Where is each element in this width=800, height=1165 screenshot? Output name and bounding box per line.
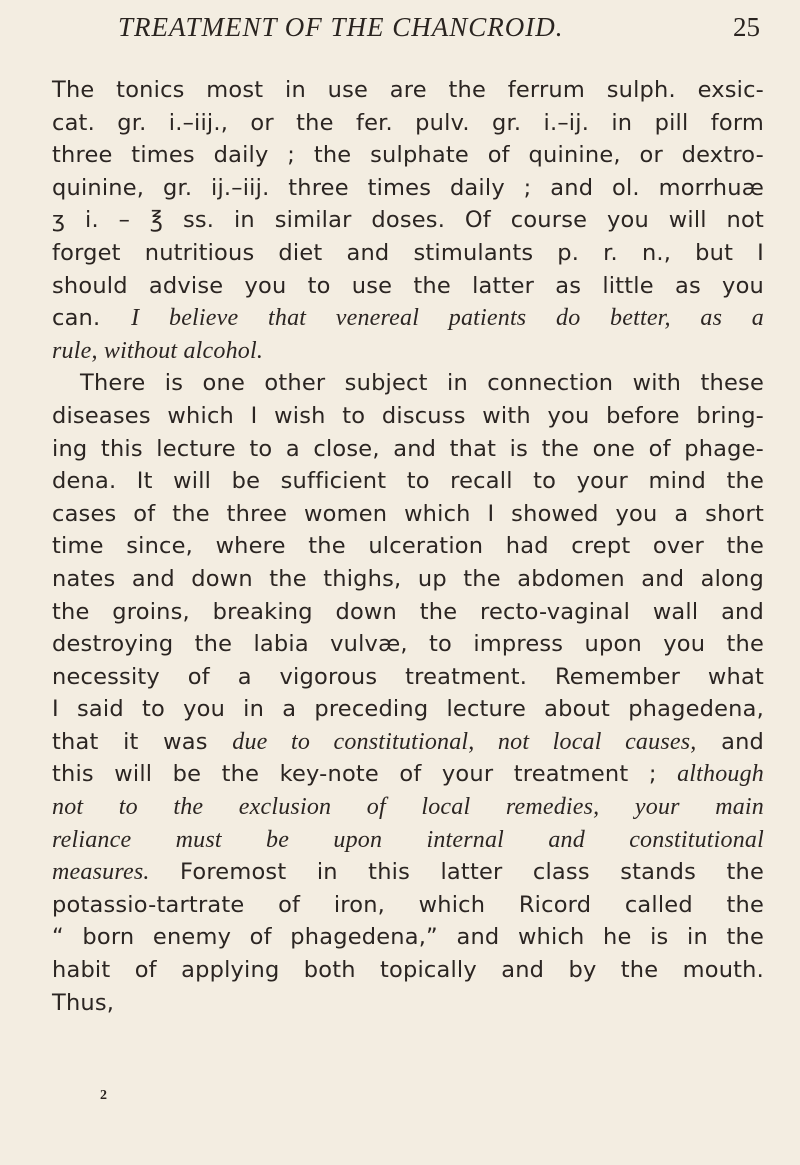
- text-line: should advise you to use the latter as little as you: [52, 272, 764, 299]
- italic-segment: rule, without alcohol.: [52, 337, 264, 364]
- text-line: [52, 758, 764, 791]
- text-line: diseases which I wish to discuss with you before bring-: [52, 402, 764, 429]
- text-line: dena. It will be sufficient to recall to your mind the: [52, 468, 764, 495]
- text-line: [52, 335, 764, 368]
- text-line: habit of applying both topically and by the mouth.: [52, 957, 764, 984]
- text-segment: can.: [52, 305, 101, 332]
- text-line: cat. gr. i.–iij., or the fer. pulv. gr. i.–ij. in pill form: [52, 109, 764, 136]
- text-line: cases of the three women which I showed you a short: [52, 500, 764, 527]
- text-line: Thus,: [52, 989, 115, 1016]
- italic-segment: although: [677, 761, 764, 788]
- text-line: destroying the labia vulvæ, to impress upon you the: [52, 631, 764, 658]
- text-line: quinine, gr. ij.–iij. three times daily ; and ol. morrhuæ: [52, 174, 764, 201]
- italic-segment: not to the exclusion of local remedies, your main: [52, 794, 764, 821]
- text-segment: Foremost in this latter class stands the: [180, 859, 764, 886]
- text-segment: this will be the key-note of your treatment ;: [52, 761, 657, 788]
- text-line: There is one other subject in connection with these: [80, 370, 764, 397]
- italic-segment: measures.: [52, 859, 150, 886]
- text-line: ʒ i. – ℥ ss. in similar doses. Of course you will not: [52, 207, 764, 234]
- text-line: forget nutritious diet and stimulants p. r. n., but I: [52, 239, 764, 266]
- running-title: TREATMENT OF THE CHANCROID.: [118, 12, 564, 42]
- italic-segment: I believe that venereal patients do better, as a: [131, 305, 764, 332]
- text-line: necessity of a vigorous treatment. Remember what: [52, 663, 764, 690]
- text-line: ing this lecture to a close, and that is the one of phage-: [52, 435, 764, 462]
- text-line: [52, 726, 764, 759]
- italic-segment: due to constitutional, not local causes,: [232, 728, 697, 755]
- text-line: potassio-tartrate of iron, which Ricord called the: [52, 891, 764, 918]
- page-number: 25: [733, 12, 760, 42]
- body-text: [52, 74, 764, 1019]
- text-line: time since, where the ulceration had crept over the: [52, 533, 764, 560]
- text-line: the groins, breaking down the recto-vaginal wall and: [52, 598, 764, 625]
- text-line: three times daily ; the sulphate of quinine, or dextro-: [52, 142, 764, 169]
- italic-segment: reliance must be upon internal and constitutional: [52, 826, 764, 853]
- text-line: [52, 791, 764, 824]
- text-segment: that it was: [52, 728, 208, 755]
- text-line: nates and down the thighs, up the abdomen and along: [52, 565, 764, 592]
- text-line: [52, 302, 764, 335]
- signature-mark: 2: [100, 1088, 107, 1103]
- text-line: I said to you in a preceding lecture about phagedena,: [52, 696, 764, 723]
- page-header: [118, 12, 760, 52]
- text-line: [52, 856, 764, 889]
- text-line: The tonics most in use are the ferrum sulph. exsic-: [52, 77, 764, 103]
- text-line: “ born enemy of phagedena,” and which he is in the: [52, 924, 764, 951]
- text-line: [52, 824, 764, 857]
- text-segment: and: [721, 728, 765, 755]
